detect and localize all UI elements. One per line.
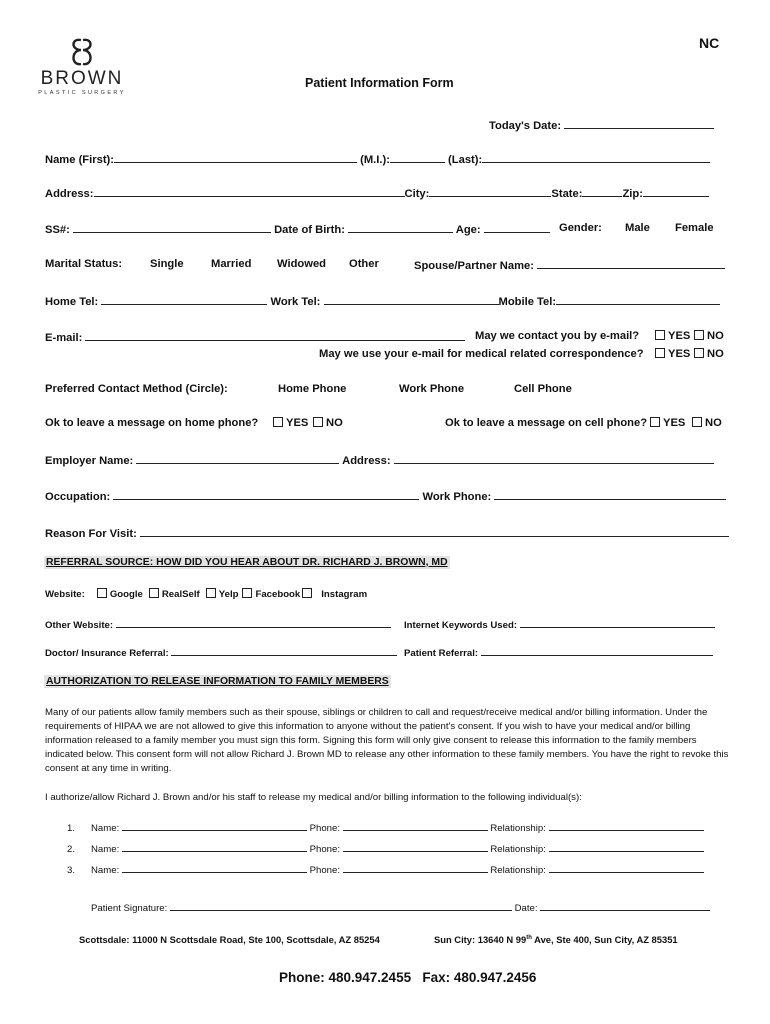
last-name-label: (Last): (448, 154, 483, 166)
city-label: City: (404, 188, 430, 200)
ss-label: SS#: (45, 224, 70, 236)
zip-label: Zip: (622, 188, 643, 200)
msg-home-yes[interactable] (273, 417, 308, 429)
ss-input[interactable] (73, 222, 271, 233)
doctor-referral-row (45, 645, 397, 659)
no-checkbox[interactable] (694, 330, 704, 340)
row-name-label: Name: (91, 865, 120, 876)
list-item (67, 862, 704, 876)
address-row (45, 186, 709, 200)
website-label: Website: (45, 589, 85, 600)
row-relationship-input[interactable] (549, 820, 704, 831)
marital-single[interactable]: Single (150, 258, 184, 270)
page-title: Patient Information Form (305, 76, 454, 90)
home-tel-label: Home Tel: (45, 296, 99, 308)
tel-row (45, 294, 720, 308)
state-input[interactable] (582, 186, 622, 197)
row-phone-input[interactable] (343, 862, 488, 873)
yelp-checkbox[interactable] (206, 588, 216, 598)
suncity-address (434, 934, 678, 945)
list-item (67, 841, 704, 855)
scottsdale-address: Scottsdale: 11000 N Scottsdale Road, Ste 100, Scottsdale, AZ 85254 (79, 934, 380, 945)
row-phone-label: Phone: (309, 823, 341, 834)
marital-widowed[interactable]: Widowed (277, 258, 326, 270)
referral-heading: REFERRAL SOURCE: HOW DID YOU HEAR ABOUT DR. RICHARD J. BROWN, MD (46, 557, 448, 568)
signature-date-input[interactable] (540, 900, 710, 911)
first-name-label: Name (First): (45, 154, 114, 166)
todays-date-label: Today's Date: (489, 120, 562, 132)
patient-referral-row (404, 645, 713, 659)
contact-email-question: May we contact you by e-mail? (475, 330, 640, 342)
spouse-input[interactable] (537, 258, 725, 269)
google-label: Google (109, 589, 143, 600)
email-label: E-mail: (45, 332, 83, 344)
contact-email-no[interactable] (694, 330, 724, 342)
mi-label: (M.I.): (360, 154, 390, 166)
website-row (45, 588, 367, 600)
row-relationship-label: Relationship: (490, 823, 546, 834)
row-relationship-input[interactable] (549, 862, 704, 873)
patient-referral-input[interactable] (481, 645, 713, 656)
contact-work-phone[interactable]: Work Phone (399, 383, 465, 395)
no-label: NO (326, 417, 343, 429)
signature-input[interactable] (170, 900, 512, 911)
contact-cell-phone[interactable]: Cell Phone (514, 383, 572, 395)
email-row (45, 330, 465, 344)
msg-cell-yes[interactable] (650, 417, 685, 429)
row-name-label: Name: (91, 823, 120, 834)
no-checkbox[interactable] (692, 417, 702, 427)
no-label: NO (707, 348, 724, 360)
patient-referral-label: Patient Referral: (404, 648, 479, 659)
logo-mark-icon (65, 36, 99, 68)
age-input[interactable] (484, 222, 550, 233)
address-label: Address: (45, 188, 94, 200)
realself-checkbox[interactable] (149, 588, 159, 598)
spouse-label: Spouse/Partner Name: (414, 260, 534, 272)
suncity-pre: Sun City: 13640 N 99 (434, 934, 527, 945)
signature-label: Patient Signature: (91, 903, 168, 914)
yes-label: YES (286, 417, 309, 429)
no-checkbox[interactable] (694, 348, 704, 358)
row-name-input[interactable] (122, 862, 307, 873)
work-tel-input[interactable] (324, 294, 499, 305)
yelp-label: Yelp (218, 589, 239, 600)
msg-cell-no[interactable] (692, 417, 722, 429)
row-number: 3. (67, 865, 76, 876)
medical-email-yes[interactable] (655, 348, 690, 360)
gender-male[interactable]: Male (625, 222, 650, 234)
realself-label: RealSelf (161, 589, 200, 600)
doctor-referral-input[interactable] (171, 645, 397, 656)
gender-label: Gender: (559, 222, 602, 234)
row-relationship-label: Relationship: (490, 865, 546, 876)
email-input[interactable] (85, 330, 465, 341)
yes-label: YES (663, 417, 686, 429)
facebook-label: Facebook (255, 589, 301, 600)
no-label: NO (707, 330, 724, 342)
medical-email-question: May we use your e-mail for medical related correspondence? (319, 348, 644, 360)
yes-checkbox[interactable] (273, 417, 283, 427)
authorize-statement: I authorize/allow Richard J. Brown and/or his staff to release my medical and/or billing information to the following individual(s): (45, 792, 582, 803)
city-input[interactable] (429, 186, 551, 197)
corner-code: NC (699, 35, 720, 51)
dob-input[interactable] (348, 222, 453, 233)
authorization-paragraph: Many of our patients allow family members such as their spouse, siblings or children to call and request/receive medical and/or billing information. Under the requirements of HIPAA we are not allowed to give this information to anyone without the patient's consent. If you wish to have your medical and/or billing information released to a family member you must sign this form. Signing this form will only give consent to release this information to the family members indicated below. This consent form will not allow Richard J. Brown MD to release any other information to these family members. You have the right to revoke this consent at any time in writing. (45, 707, 729, 774)
row-relationship-label: Relationship: (490, 844, 546, 855)
work-tel-label: Work Tel: (270, 296, 321, 308)
medical-email-no[interactable] (694, 348, 724, 360)
row-number: 1. (67, 823, 76, 834)
suncity-post: Ave, Ste 400, Sun City, AZ 85351 (531, 934, 678, 945)
employer-name-label: Employer Name: (45, 455, 134, 467)
age-label: Age: (455, 224, 481, 236)
ss-row (45, 222, 550, 236)
other-website-row (45, 617, 391, 631)
marital-other[interactable]: Other (349, 258, 379, 270)
employer-name-input[interactable] (136, 453, 339, 464)
authorization-heading: AUTHORIZATION TO RELEASE INFORMATION TO FAMILY MEMBERS (46, 676, 389, 687)
row-name-input[interactable] (122, 841, 307, 852)
employer-address-input[interactable] (394, 453, 714, 464)
preferred-contact-label: Preferred Contact Method (Circle): (45, 383, 228, 395)
other-website-label: Other Website: (45, 620, 114, 631)
occupation-row (45, 489, 726, 503)
logo-sub: PLASTIC SURGERY (38, 90, 126, 96)
mobile-tel-label: Mobile Tel: (498, 296, 557, 308)
occupation-input[interactable] (113, 489, 419, 500)
instagram-label: Instagram (321, 589, 368, 600)
work-phone-label: Work Phone: (422, 491, 492, 503)
no-label: NO (705, 417, 722, 429)
signature-date-label: Date: (514, 903, 538, 914)
row-name-label: Name: (91, 844, 120, 855)
last-name-input[interactable] (482, 152, 710, 163)
row-phone-input[interactable] (343, 841, 488, 852)
todays-date-row (489, 118, 714, 132)
doctor-referral-label: Doctor/ Insurance Referral: (45, 648, 169, 659)
yes-checkbox[interactable] (655, 330, 665, 340)
employer-row (45, 453, 714, 467)
reason-input[interactable] (140, 526, 729, 537)
row-phone-input[interactable] (343, 820, 488, 831)
row-phone-label: Phone: (309, 865, 341, 876)
mobile-tel-input[interactable] (556, 294, 720, 305)
first-name-input[interactable] (114, 152, 357, 163)
yes-label: YES (668, 348, 691, 360)
other-website-input[interactable] (116, 617, 391, 628)
contact-email-yes[interactable] (655, 330, 690, 342)
work-phone-input[interactable] (494, 489, 726, 500)
yes-checkbox[interactable] (655, 348, 665, 358)
signature-row (91, 900, 710, 914)
no-checkbox[interactable] (313, 417, 323, 427)
google-checkbox[interactable] (97, 588, 107, 598)
row-relationship-input[interactable] (549, 841, 704, 852)
phone-fax: Phone: 480.947.2455 Fax: 480.947.2456 (279, 970, 537, 985)
keywords-row (404, 617, 715, 631)
marital-status-label: Marital Status: (45, 258, 123, 270)
instagram-checkbox[interactable] (302, 588, 312, 598)
occupation-label: Occupation: (45, 491, 111, 503)
home-tel-input[interactable] (101, 294, 267, 305)
logo (36, 36, 128, 96)
keywords-label: Internet Keywords Used: (404, 620, 518, 631)
logo-name: BROWN (40, 68, 124, 89)
row-name-input[interactable] (122, 820, 307, 831)
dob-label: Date of Birth: (274, 224, 345, 236)
state-label: State: (551, 188, 583, 200)
list-item (67, 820, 704, 834)
todays-date-input[interactable] (564, 118, 714, 129)
marital-married[interactable]: Married (211, 258, 252, 270)
zip-input[interactable] (643, 186, 709, 197)
row-phone-label: Phone: (309, 844, 341, 855)
gender-female[interactable]: Female (675, 222, 714, 234)
yes-checkbox[interactable] (650, 417, 660, 427)
spouse-row (414, 258, 725, 272)
employer-address-label: Address: (342, 455, 391, 467)
address-input[interactable] (94, 186, 405, 197)
msg-home-question: Ok to leave a message on home phone? (45, 417, 259, 429)
yes-label: YES (668, 330, 691, 342)
reason-row (45, 526, 729, 540)
mi-input[interactable] (390, 152, 445, 163)
msg-cell-question: Ok to leave a message on cell phone? (445, 417, 648, 429)
contact-home-phone[interactable]: Home Phone (278, 383, 347, 395)
facebook-checkbox[interactable] (242, 588, 252, 598)
suncity-sup: th (526, 934, 532, 941)
keywords-input[interactable] (520, 617, 715, 628)
reason-label: Reason For Visit: (45, 528, 137, 540)
name-row (45, 152, 710, 166)
row-number: 2. (67, 844, 76, 855)
msg-home-no[interactable] (313, 417, 343, 429)
